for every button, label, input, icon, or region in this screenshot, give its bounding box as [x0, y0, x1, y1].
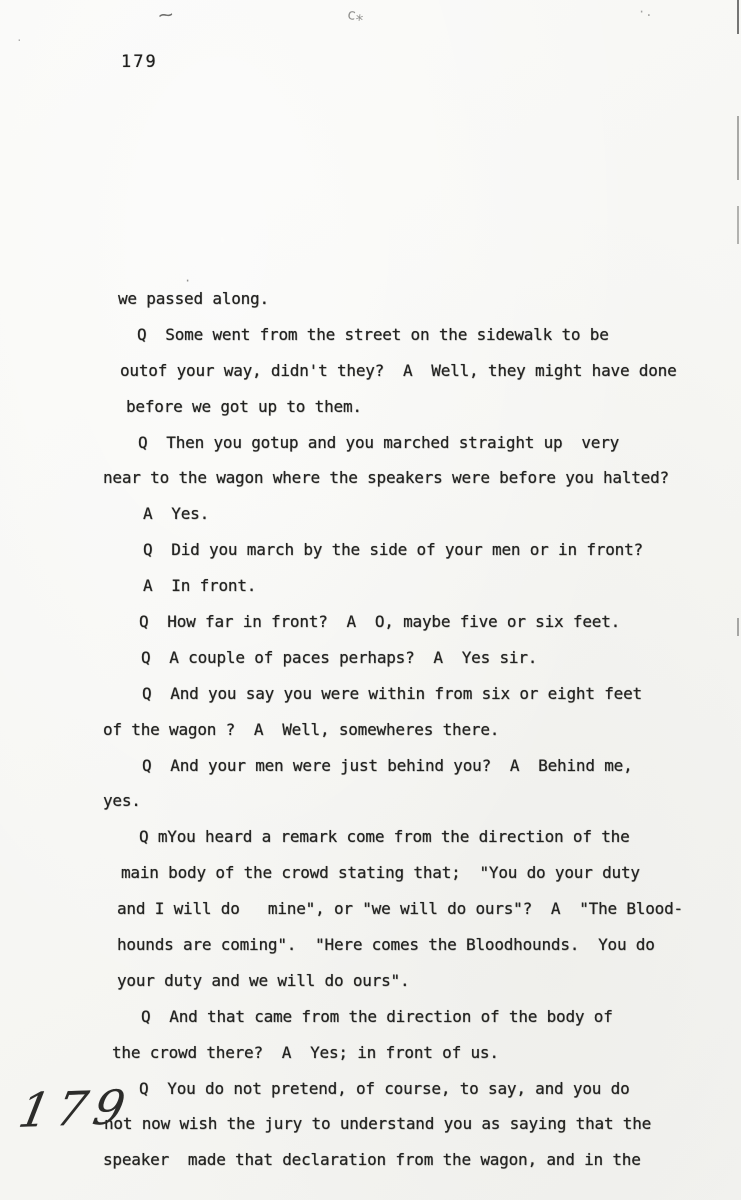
handwritten-page-number: 179: [14, 1080, 137, 1139]
transcript-line: Q A couple of paces perhaps? A Yes sir.: [141, 647, 538, 667]
ink-speck: ·: [16, 34, 23, 47]
transcript-line: hounds are coming". "Here comes the Bloodhounds. You do: [117, 935, 655, 955]
transcript-line: of the wagon ? A Well, somewheres there.: [103, 719, 500, 739]
transcript-line: yes.: [103, 791, 141, 811]
transcript-line: outof your way, didn't they? A Well, they might have done: [120, 360, 677, 380]
transcript-line: Q And your men were just behind you? A Behind me,: [142, 755, 633, 775]
ink-speck: ·: [184, 274, 192, 288]
transcript-line: Q You do not pretend, of course, to say, and you do: [139, 1078, 630, 1098]
scan-edge-line: [737, 206, 739, 244]
ink-speck: ·.: [638, 5, 653, 19]
transcript-line: and I will do mine", or "we will do ours"? A "The Blood-: [117, 899, 683, 919]
transcript-line: main body of the crowd stating that; "You do your duty: [121, 863, 640, 883]
transcript-line: your duty and we will do ours".: [117, 970, 410, 990]
ink-smudge-scribble: c⁎: [345, 4, 365, 26]
ink-smudge-tilde: ~: [157, 3, 175, 27]
transcript-line: Q Then you gotup and you marched straight up very: [138, 432, 620, 452]
transcript-line: speaker made that declaration from the wagon, and in the: [103, 1150, 641, 1170]
transcript: [0, 281, 741, 1178]
transcript-line: not now wish the jury to understand you as saying that the: [104, 1114, 652, 1134]
scan-edge-line: [737, 116, 739, 180]
transcript-line: the crowd there? A Yes; in front of us.: [112, 1042, 499, 1062]
transcript-line: Q Some went from the street on the sidewalk to be: [137, 324, 609, 344]
typed-page-number: 179: [121, 52, 158, 72]
transcript-line: near to the wagon where the speakers were before you halted?: [103, 468, 669, 488]
transcript-line: Q And that came from the direction of the body of: [141, 1006, 613, 1026]
transcript-line: Q Did you march by the side of your men or in front?: [143, 540, 643, 560]
transcript-line: A Yes.: [143, 504, 210, 524]
transcript-line: Q How far in front? A O, maybe five or six feet.: [139, 612, 621, 632]
transcript-line: A In front.: [143, 576, 257, 596]
transcript-line: Q And you say you were within from six or eight feet: [142, 683, 642, 703]
scan-edge-line: [737, 0, 739, 34]
transcript-line: we passed along.: [118, 289, 269, 308]
transcript-line: Q mYou heard a remark come from the direction of the: [139, 827, 630, 847]
transcript-line: before we got up to them.: [126, 396, 362, 416]
